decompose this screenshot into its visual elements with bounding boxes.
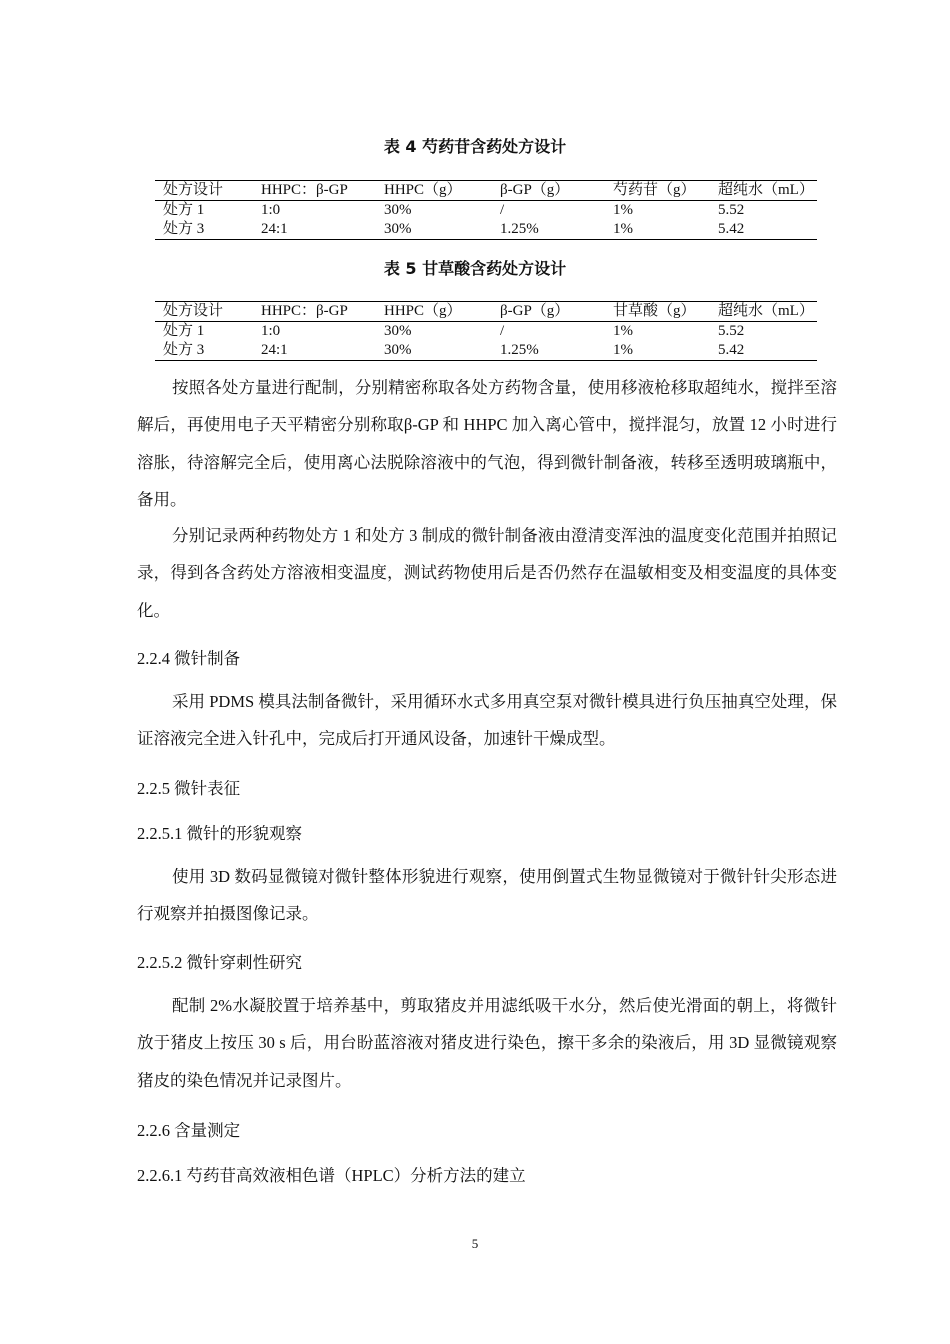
table-cell: 处方 3: [163, 342, 205, 358]
section-heading-2-2-5-2: 2.2.5.2 微针穿刺性研究: [137, 953, 302, 972]
paragraph-morphology: 使用 3D 数码显微镜对微针整体形貌进行观察，使用倒置式生物显微镜对于微针针尖形态进行观察并拍摄图像记录。: [137, 867, 837, 924]
table5-header-cell: HHPC：β-GP: [261, 303, 348, 319]
table-cell: 30%: [384, 202, 412, 218]
paragraph-microneedle-fabrication: 采用 PDMS 模具法制备微针，采用循环水式多用真空泵对微针模具进行负压抽真空处理，保证溶液完全进入针孔中，完成后打开通风设备，加速针干燥成型。: [137, 692, 837, 749]
table5-header-cell: 处方设计: [163, 303, 224, 319]
table4-header-cell: HHPC（g）: [384, 182, 462, 198]
table5-header-row: [155, 302, 817, 322]
page-number: 5: [471, 1236, 479, 1251]
table-cell: 5.52: [718, 323, 745, 339]
table4-header-cell: 超纯水（mL）: [718, 182, 814, 198]
table-cell: 1%: [613, 342, 633, 358]
paragraph-preparation: 按照各处方量进行配制，分别精密称取各处方药物含量，使用移液枪移取超纯水，搅拌至溶解后，再使用电子天平精密分别称取β-GP 和 HHPC 加入离心管中，搅拌混匀，放置 12 小时进行溶胀，待溶解完全后，使用离心法脱除溶液中的气泡，得到微针制备液，转移至透明玻璃瓶中，备用。: [137, 378, 837, 509]
table-cell: 5.42: [718, 221, 745, 237]
paragraph-phase-temperature: 分别记录两种药物处方 1 和处方 3 制成的微针制备液由澄清变浑浊的温度变化范围并拍照记录，得到各含药处方溶液相变温度，测试药物使用后是否仍然存在温敏相变及相变温度的具体变化。: [137, 526, 837, 620]
table-cell: /: [500, 202, 505, 218]
table-cell: 1:0: [261, 323, 281, 339]
table-cell: 1.25%: [500, 221, 539, 237]
table-row: [155, 341, 817, 361]
section-heading-2-2-5: 2.2.5 微针表征: [137, 779, 241, 798]
table-cell: 1%: [613, 202, 633, 218]
table-cell: 5.52: [718, 202, 745, 218]
table5-header-cell: 超纯水（mL）: [718, 303, 814, 319]
table5-title: 表 5 甘草酸含药处方设计: [383, 259, 567, 278]
table4-header-row: [155, 181, 817, 201]
table-cell: 处方 3: [163, 221, 205, 237]
table-cell: 30%: [384, 342, 412, 358]
table-row: [155, 220, 817, 240]
table5-header-cell: 甘草酸（g）: [613, 303, 696, 319]
section-heading-2-2-4: 2.2.4 微针制备: [137, 649, 241, 668]
table4-header-cell: 芍药苷（g）: [613, 182, 696, 198]
table4-title: 表 4 芍药苷含药处方设计: [383, 137, 567, 156]
table-cell: 30%: [384, 221, 412, 237]
paragraph-penetration: 配制 2%水凝胶置于培养基中，剪取猪皮并用滤纸吸干水分，然后使光滑面的朝上，将微针放于猪皮上按压 30 s 后，用台盼蓝溶液对猪皮进行染色，擦干多余的染液后，用 3D 显微镜观察猪皮的染色情况并记录图片。: [137, 996, 837, 1090]
table5: [155, 301, 817, 361]
table-row: [155, 322, 817, 342]
section-heading-2-2-6: 2.2.6 含量测定: [137, 1121, 241, 1140]
table5-header-cell: β-GP（g）: [500, 303, 570, 319]
table-cell: 1:0: [261, 202, 281, 218]
table-cell: 1%: [613, 323, 633, 339]
table-cell: 1%: [613, 221, 633, 237]
table-cell: /: [500, 323, 505, 339]
table5-header-cell: HHPC（g）: [384, 303, 462, 319]
table-cell: 30%: [384, 323, 412, 339]
table-cell: 5.42: [718, 342, 745, 358]
section-heading-2-2-6-1: 2.2.6.1 芍药苷高效液相色谱（HPLC）分析方法的建立: [137, 1166, 526, 1185]
table-cell: 24:1: [261, 221, 288, 237]
table4: [155, 180, 817, 240]
table-cell: 24:1: [261, 342, 288, 358]
table-cell: 1.25%: [500, 342, 539, 358]
table4-header-cell: β-GP（g）: [500, 182, 570, 198]
table-cell: 处方 1: [163, 202, 205, 218]
table4-header-cell: HHPC：β-GP: [261, 182, 348, 198]
table-cell: 处方 1: [163, 323, 205, 339]
table4-header-cell: 处方设计: [163, 182, 224, 198]
section-heading-2-2-5-1: 2.2.5.1 微针的形貌观察: [137, 824, 302, 843]
table-row: [155, 201, 817, 221]
